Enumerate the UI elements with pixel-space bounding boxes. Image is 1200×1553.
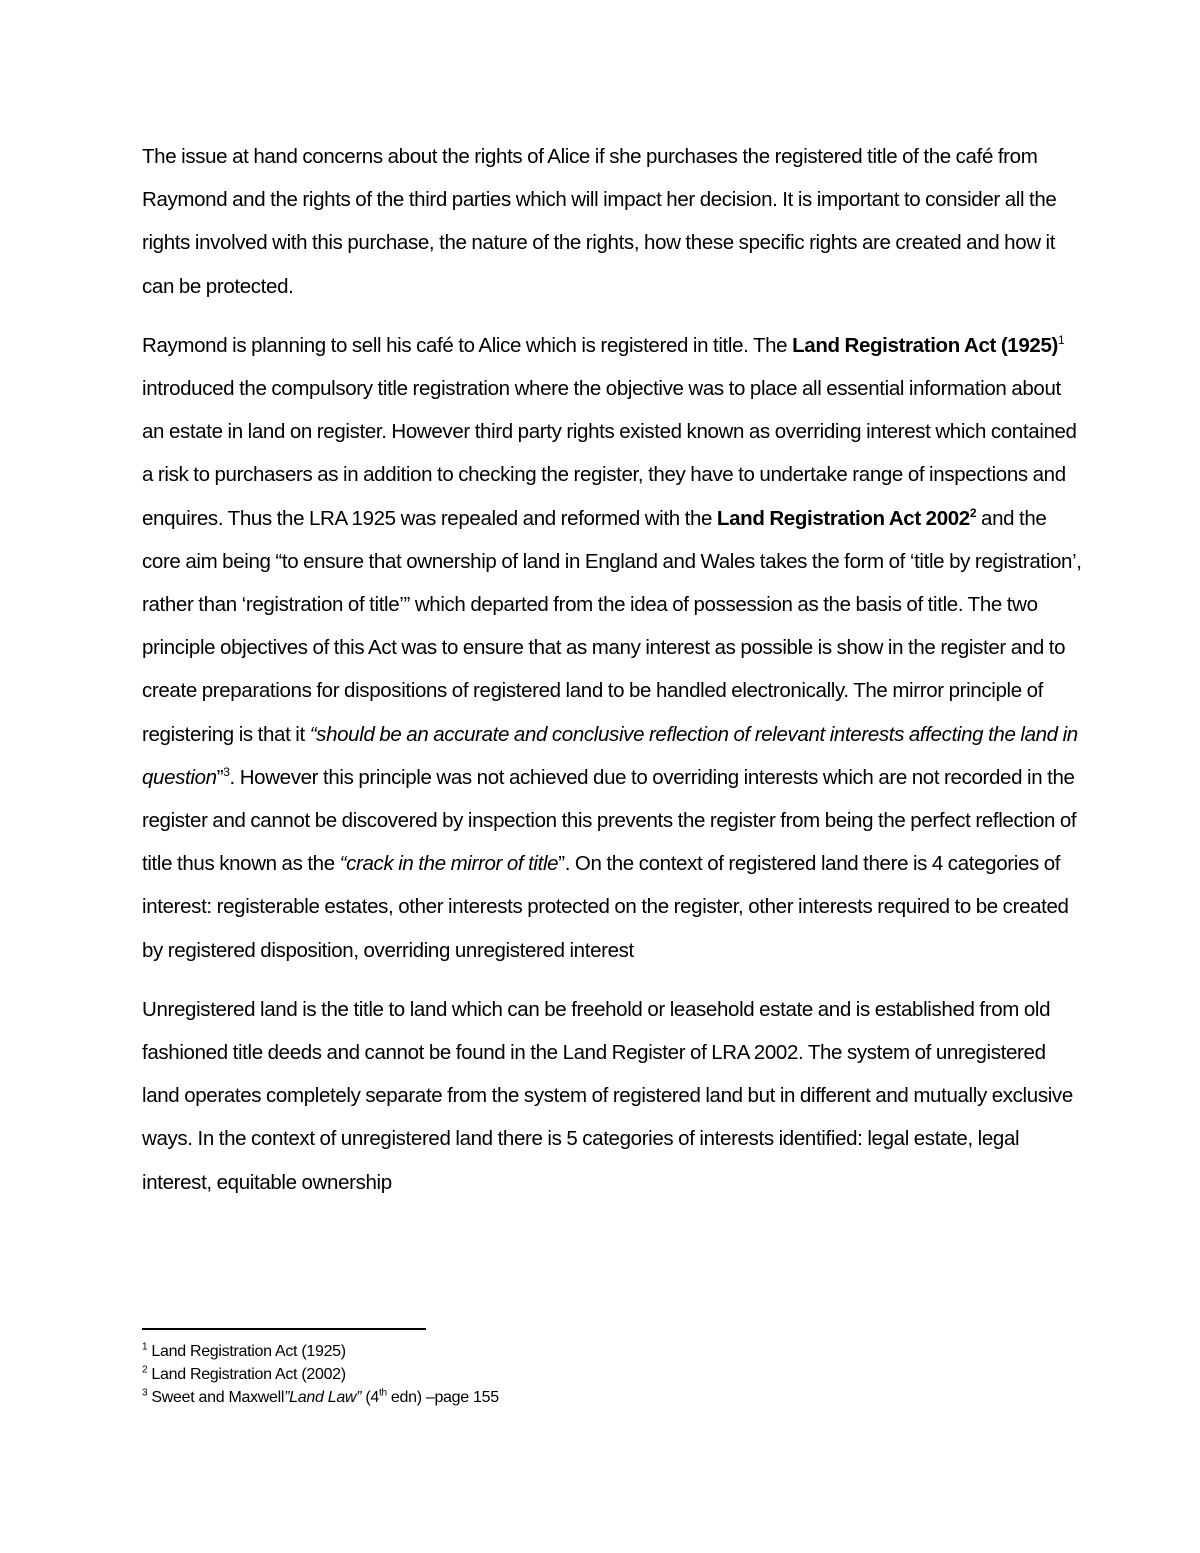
footnotes [142,1340,1042,1409]
footnote-marker: th [379,1387,387,1399]
footnote-marker: 3 [223,765,230,780]
document-body [142,135,1082,1220]
paragraph-intro [142,135,1082,308]
footnote-marker: 2 [969,505,977,520]
text-run: edn) –page 155 [386,1389,499,1406]
footnote-3 [142,1386,1042,1409]
text-run: Land Registration Act (2002) [147,1366,346,1383]
footnote-marker: 1 [1057,332,1065,347]
footnote-2 [142,1363,1042,1386]
paragraph-unregistered-land [142,988,1082,1204]
text-run: Unregistered land is the title to land which can be freehold or leasehold estate and is established from old fashioned title deeds and cannot be found in the Land Register of LRA 2002. The system of unregistered land operates completely separate from the system of registered land but in different and mutually exclusive ways. In the context of unregistered land there is 5 categories of interests identified: legal estate, legal interest, equitable ownership [142,997,1073,1194]
text-run: . However this principle was not achieved due to overriding interests which are not recorded in the register and cannot be discovered by inspection this prevents the register from being the perfect reflection of title thus known as the [142,765,1077,876]
footnote-marker: 3 [142,1387,148,1399]
footnote-marker: 1 [142,1341,148,1353]
text-run: introduced the compulsory title registration where the objective was to place all essential information about an estate in land on register. However third party rights existed known as overriding interest which contained a risk to purchasers as in addition to checking the register, they have to undertake range of inspections and enquires. Thus the LRA 1925 was repealed and reformed with the [142,377,1077,530]
italic-text: “crack in the mirror of title [339,852,559,876]
italic-text: “should be an accurate and conclusive reflection of relevant interests affecting the land in question [142,722,1078,789]
text-run: The issue at hand concerns about the rights of Alice if she purchases the registered title of the café from Raymond and the rights of the third parties which will impact her decision. It is important to consider all the rights involved with this purchase, the nature of the rights, how these specific rights are created and how it can be protected. [142,145,1057,298]
footnote-separator [142,1328,426,1330]
bold-text: Land Registration Act (1925) [792,333,1058,357]
text-run: Raymond is planning to sell his café to Alice which is registered in title. The [142,333,793,357]
bold-text: Land Registration Act 2002 [716,506,970,530]
footnote-1 [142,1340,1042,1363]
text-run: (4 [361,1389,379,1406]
footnote-marker: 2 [142,1364,148,1376]
text-run: ”. On the context of registered land there is 4 categories of interest: registerable estates, other interests protected on the register, other interests required to be created by registered disposition, overriding unregistered interest [142,852,1069,962]
italic-text: ”Land Law” [284,1389,362,1406]
text-run: ” [216,765,224,789]
text-run: and the core aim being “to ensure that ownership of land in England and Wales takes the form of ‘title by registration’, rather than ‘registration of title’” which departed from the idea of possession as the basis of title. The two principle objectives of this Act was to ensure that as many interest as possible is show in the register and to create preparations for dispositions of registered land to be handled electronically. The mirror principle of registering is that it [142,506,1082,746]
text-run: Sweet and Maxwell [147,1389,285,1406]
paragraph-registered-land [142,324,1082,972]
text-run: Land Registration Act (1925) [147,1343,346,1360]
